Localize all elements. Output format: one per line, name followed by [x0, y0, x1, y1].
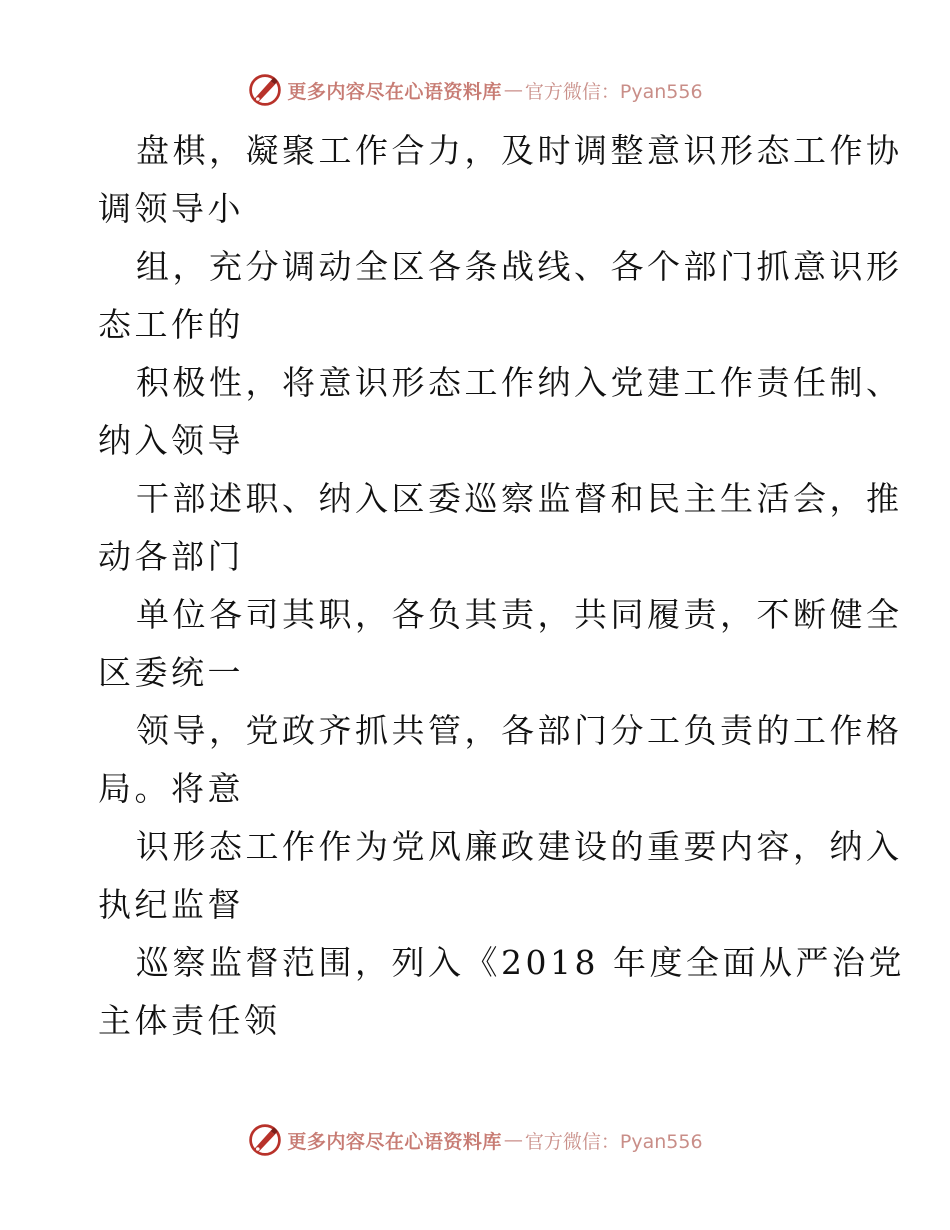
text-line: 区委统一	[98, 653, 244, 692]
text-line: 盘棋，凝聚工作合力，及时调整意识形态工作协	[136, 131, 903, 170]
watermark-contact: 官方微信：Pyan556	[524, 80, 703, 103]
pen-logo-icon	[247, 1122, 283, 1158]
text-line: 组，充分调动全区各条战线、各个部门抓意识形	[136, 247, 903, 286]
watermark-dash: —	[503, 79, 523, 101]
footer-watermark	[0, 1120, 950, 1160]
watermark-dash: —	[503, 1129, 523, 1151]
text-line: 调领导小	[98, 189, 244, 228]
watermark-text: 更多内容尽在心语资料库	[287, 1130, 502, 1153]
document-body	[98, 122, 905, 1050]
text-line: 动各部门	[98, 537, 244, 576]
text-line: 执纪监督	[98, 885, 244, 924]
text-line: 领导，党政齐抓共管，各部门分工负责的工作格	[136, 711, 903, 750]
text-line: 积极性，将意识形态工作纳入党建工作责任制、	[136, 363, 903, 402]
header-watermark	[0, 70, 950, 110]
text-line: 态工作的	[98, 305, 244, 344]
text-line: 主体责任领	[98, 1001, 281, 1040]
text-line: 局。将意	[98, 769, 244, 808]
watermark-text: 更多内容尽在心语资料库	[287, 80, 502, 103]
text-line: 识形态工作作为党风廉政建设的重要内容，纳入	[136, 827, 903, 866]
text-line: 单位各司其职，各负其责，共同履责，不断健全	[136, 595, 903, 634]
watermark-contact: 官方微信：Pyan556	[524, 1130, 703, 1153]
text-line: 巡察监督范围，列入《2018 年度全面从严治党	[136, 943, 905, 982]
text-line: 纳入领导	[98, 421, 244, 460]
text-line: 干部述职、纳入区委巡察监督和民主生活会，推	[136, 479, 903, 518]
pen-logo-icon	[247, 72, 283, 108]
